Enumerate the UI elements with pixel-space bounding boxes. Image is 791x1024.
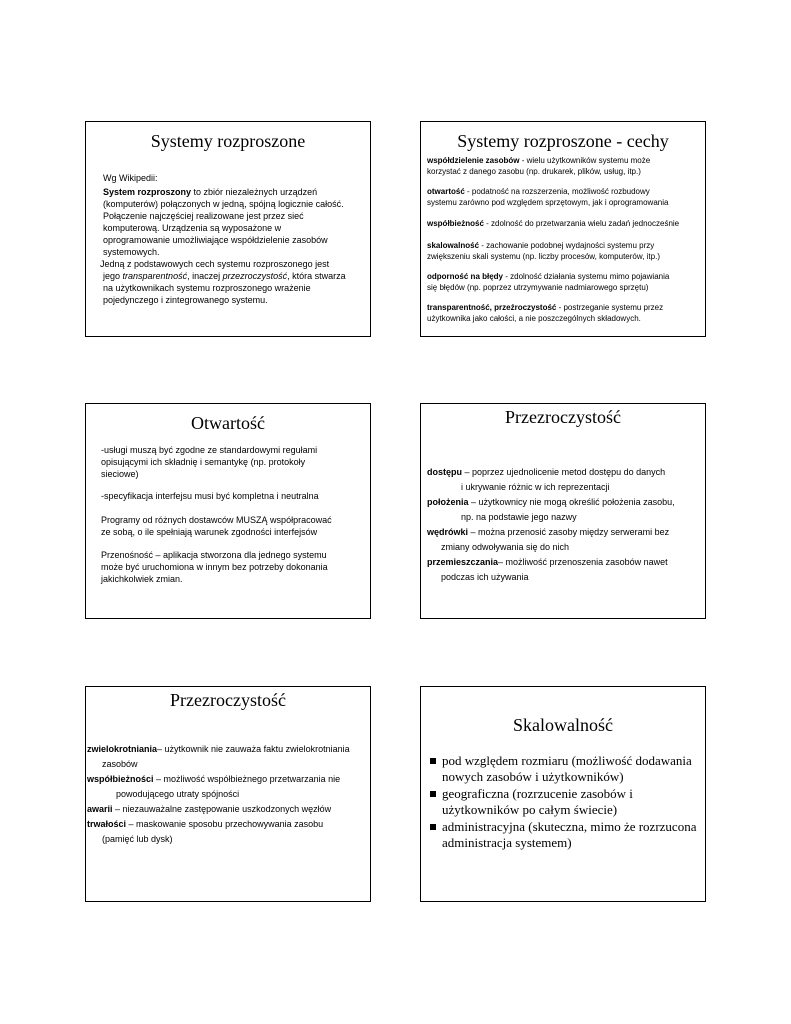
text-line: może być uruchomiona w innym bez potrzeby dokonania: [101, 562, 328, 572]
definition-line: komputerową. Urządzenia są wyposażone w: [103, 223, 282, 233]
list-item-line: [87, 743, 350, 755]
definition-line: [103, 186, 317, 198]
item-term: wędrówki: [427, 527, 469, 537]
bullet-item: [430, 819, 696, 835]
item-text: - podatność na rozszerzenia, możliwość rozbudowy: [464, 187, 650, 196]
slide-skalowalnosc: [420, 686, 706, 902]
definition-term: System rozproszony: [103, 187, 192, 197]
slide-przezroczystosc-2: [85, 686, 371, 902]
item-term: przemieszczania: [427, 557, 499, 567]
slide-title: Otwartość: [191, 413, 265, 433]
list-item-line: [427, 187, 650, 198]
item-term: trwałości: [87, 819, 127, 829]
text: , która stwarza: [287, 271, 346, 281]
definition-line: systemowych.: [103, 247, 160, 257]
list-item-line: zasobów: [102, 759, 138, 769]
slide-systemy-rozproszone: [85, 121, 371, 337]
text-line: Programy od różnych dostawców MUSZĄ współpracować: [101, 515, 332, 525]
text-line: Przenośność – aplikacja stworzona dla jednego systemu: [101, 550, 327, 560]
list-item-line: użytkownika jako całości, a nie poszczególnych składowych.: [427, 313, 641, 323]
list-item-line: korzystać z danego zasobu (np. drukarek, plików, usług, itp.): [427, 166, 641, 176]
text: , inaczej: [187, 271, 223, 281]
bullet-item-cont: nowych zasobów i użytkowników): [442, 769, 624, 784]
text-line: opisującymi ich składnię i semantykę (np. protokoły: [101, 457, 306, 467]
slide-title: Przezroczystość: [170, 690, 286, 710]
item-term: współbieżności: [87, 774, 154, 784]
list-item-line: powodującego utraty spójności: [116, 789, 240, 799]
item-term: odporność na błędy: [427, 272, 504, 281]
paragraph-line: [103, 270, 346, 282]
list-item-line: np. na podstawie jego nazwy: [461, 512, 577, 522]
bullet-text: pod względem rozmiaru (możliwość dodawania: [442, 753, 692, 768]
list-item-line: i ukrywanie różnic w ich reprezentacji: [461, 482, 610, 492]
item-text: – można przenosić zasoby między serwerami bez: [468, 527, 670, 537]
list-item-line: [427, 241, 654, 252]
text-line: sieciowe): [101, 469, 139, 479]
text-line: -specyfikacja interfejsu musi być kompletna i neutralna: [101, 491, 319, 501]
bullet-text: administracyjna (skuteczna, mimo że rozrzucona: [442, 819, 697, 834]
term-italic: transparentność: [122, 271, 188, 281]
definition-line: Połączenie najczęściej realizowane jest przez sieć: [103, 211, 304, 221]
bullet-text: geograficzna (rozrzucenie zasobów i: [442, 786, 633, 801]
item-term: otwartość: [427, 187, 465, 196]
slide-title: Przezroczystość: [505, 407, 621, 427]
item-text: – poprzez ujednolicenie metod dostępu do danych: [462, 467, 666, 477]
item-text: - zdolność działania systemu mimo pojawiania: [503, 272, 670, 281]
bullet-item: [430, 753, 692, 769]
text-line: -usługi muszą być zgodne ze standardowymi regułami: [101, 445, 318, 455]
item-text: – niezauważalne zastępowanie uszkodzonych węzłów: [112, 804, 332, 814]
text-line: jakichkolwiek zmian.: [101, 574, 183, 584]
list-item-line: podczas ich używania: [441, 572, 529, 582]
bullet-item-cont: użytkowników po całym świecie): [442, 802, 618, 817]
slide-przezroczystosc-1: [420, 403, 706, 619]
list-item-line: systemu zarówno pod względem sprzętowym, jak i oprogramowania: [427, 197, 669, 207]
item-text: – użytkownik nie zauważa faktu zwielokrotniania: [157, 744, 350, 754]
item-term: awarii: [87, 804, 113, 814]
list-item-line: zmiany odwoływania się do nich: [441, 542, 570, 552]
list-item-line: [427, 272, 669, 283]
intro-text: Wg Wikipedii:: [103, 173, 158, 183]
item-term: zwielokrotniania: [87, 744, 158, 754]
slide-cechy: [420, 121, 706, 337]
item-text: – użytkownicy nie mogą określić położenia zasobu,: [468, 497, 675, 507]
list-item-line: (pamięć lub dysk): [102, 834, 173, 844]
list-item-line: się błędów (np. poprzez utrzymywanie nadmiarowego sprzętu): [427, 282, 649, 292]
item-term: dostępu: [427, 467, 462, 477]
list-item-line: [427, 526, 669, 538]
item-text: – maskowanie sposobu przechowywania zasobu: [126, 819, 324, 829]
list-item-line: [427, 156, 650, 167]
definition-text: to zbiór niezależnych urządzeń: [191, 187, 318, 197]
item-term: transparentność, przeźroczystość: [427, 303, 557, 312]
slide-title: Systemy rozproszone: [150, 131, 306, 151]
square-bullet-icon: [430, 758, 436, 764]
list-item-line: [427, 556, 668, 568]
square-bullet-icon: [430, 791, 436, 797]
term-italic: przezroczystość: [222, 271, 288, 281]
list-item-line: [87, 773, 340, 785]
item-term: położenia: [427, 497, 469, 507]
list-item-line: [427, 219, 679, 230]
list-item-line: zwiększeniu skali systemu (np. liczby procesów, komputerów, itp.): [427, 251, 660, 261]
list-item-line: [427, 466, 665, 478]
bullet-item-cont: administracja systemem): [442, 835, 572, 850]
item-term: współdzielenie zasobów: [427, 156, 520, 165]
slide-title: Skalowalność: [513, 715, 613, 735]
item-text: – możliwość współbieżnego przetwarzania nie: [153, 774, 341, 784]
bullet-item: [430, 786, 633, 802]
slide-otwartosc: [85, 403, 371, 619]
list-item-line: [427, 496, 675, 508]
item-term: współbieżność: [427, 219, 484, 228]
list-item-line: [87, 818, 323, 830]
square-bullet-icon: [430, 824, 436, 830]
list-item-line: [87, 803, 331, 815]
paragraph-line: na użytkownikach systemu rozproszonego wrażenie: [103, 283, 311, 293]
text: jego: [103, 271, 123, 281]
list-item-line: [427, 303, 663, 314]
item-text: - postrzeganie systemu przez: [556, 303, 664, 312]
definition-line: (komputerów) połączonych w jedną, spójną logicznie całość.: [103, 199, 344, 209]
definition-line: oprogramowanie umożliwiające współdzielenie zasobów: [103, 235, 328, 245]
item-text: - wielu użytkowników systemu może: [519, 156, 651, 165]
paragraph-line: Jedną z podstawowych cech systemu rozproszonego jest: [100, 259, 330, 269]
item-text: - zachowanie podobnej wydajności systemu przy: [479, 241, 655, 250]
item-text: – możliwość przenoszenia zasobów nawet: [498, 557, 668, 567]
item-text: - zdolność do przetwarzania wielu zadań jednocześnie: [483, 219, 680, 228]
paragraph-line: pojedynczego i zintegrowanego systemu.: [103, 295, 268, 305]
slide-title: Systemy rozproszone - cechy: [457, 131, 669, 151]
item-term: skalowalność: [427, 241, 480, 250]
text-line: ze sobą, o ile spełniają warunek zgodności interfejsów: [101, 527, 318, 537]
